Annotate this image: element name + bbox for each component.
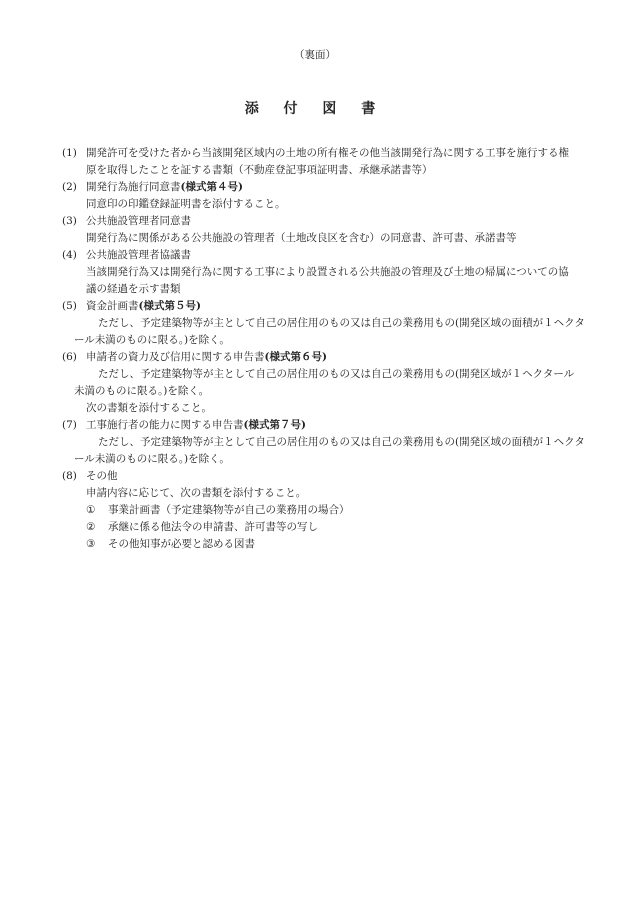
item-number: (7) (62, 419, 77, 431)
item-description: 当該開発行為又は開発行為に関する工事により設置される公共施設の管理及び土地の帰属についての協 (86, 266, 569, 278)
list-item-4 (62, 247, 592, 298)
sub-item-text: その他知事が必要と認める図書 (108, 538, 255, 550)
item-title: 開発行為施行同意書 (86, 181, 181, 193)
sub-item-number: ① (86, 504, 96, 516)
sub-item-3 (62, 536, 592, 553)
sub-item-text: 事業計画書（予定建築物等が自己の業務用の場合） (108, 504, 350, 516)
item-description: ール未満のものに限る。)を除く。 (74, 334, 230, 346)
form-number: (様式第４号) (180, 181, 243, 193)
item-number: (1) (62, 147, 77, 159)
item-number: (2) (62, 181, 77, 193)
item-description: 申請内容に応じて、次の書類を添付すること。 (86, 487, 307, 499)
sub-item-2 (62, 519, 592, 536)
item-title: その他 (86, 470, 118, 482)
back-side-label: （裏面） (294, 49, 336, 61)
item-title: 申請者の資力及び信用に関する申告書 (86, 351, 265, 363)
item-description: ただし、予定建築物等が主として自己の居住用のもの又は自己の業務用もの(開発区域の面積が１ヘクタ (98, 317, 585, 329)
form-number: (様式第７号) (243, 419, 306, 431)
item-title: 公共施設管理者同意書 (86, 215, 191, 227)
list-item-2 (62, 179, 592, 213)
attachment-list (62, 145, 592, 553)
item-description: ール未満のものに限る。)を除く。 (74, 453, 230, 465)
sub-item-text: 承継に係る他法令の申請書、許可書等の写し (108, 521, 318, 533)
list-item-5 (62, 298, 592, 349)
item-description: 未満のものに限る。)を除く。 (74, 385, 210, 397)
list-item-7 (62, 417, 592, 468)
item-number: (6) (62, 351, 77, 363)
list-item-8 (62, 468, 592, 553)
item-number: (5) (62, 300, 77, 312)
item-number: (3) (62, 215, 77, 227)
page-title: 添 付 図 書 (244, 101, 386, 117)
list-item-1 (62, 145, 592, 179)
item-description: ただし、予定建築物等が主として自己の居住用のもの又は自己の業務用もの(開発区域の面積が１ヘクタ (98, 436, 585, 448)
item-description: 同意印の印鑑登録証明書を添付すること。 (86, 198, 286, 210)
item-description: 次の書類を添付すること。 (86, 402, 212, 414)
list-item-3 (62, 213, 592, 247)
item-number: (8) (62, 470, 77, 482)
form-number: (様式第５号) (138, 300, 201, 312)
form-number: (様式第６号) (264, 351, 327, 363)
item-description: 議の経過を示す書類 (86, 283, 181, 295)
item-title: 公共施設管理者協議書 (86, 249, 191, 261)
sub-item-1 (62, 502, 592, 519)
item-number: (4) (62, 249, 77, 261)
item-description: 開発行為に関係がある公共施設の管理者（土地改良区を含む）の同意書、許可書、承諾書等 (86, 232, 517, 244)
item-text-line: 開発許可を受けた者から当該開発区域内の土地の所有権その他当該開発行為に関する工事を施行する権 (86, 147, 569, 159)
sub-item-number: ③ (86, 538, 96, 550)
item-title: 工事施行者の能力に関する申告書 (86, 419, 244, 431)
list-item-6 (62, 349, 592, 417)
item-description: ただし、予定建築物等が主として自己の居住用のもの又は自己の業務用もの(開発区域が１ヘクタール (98, 368, 575, 380)
sub-item-number: ② (86, 521, 96, 533)
item-title: 資金計画書 (86, 300, 139, 312)
item-text-line: 原を取得したことを証する書類（不動産登記事項証明書、承継承諾書等） (86, 164, 433, 176)
